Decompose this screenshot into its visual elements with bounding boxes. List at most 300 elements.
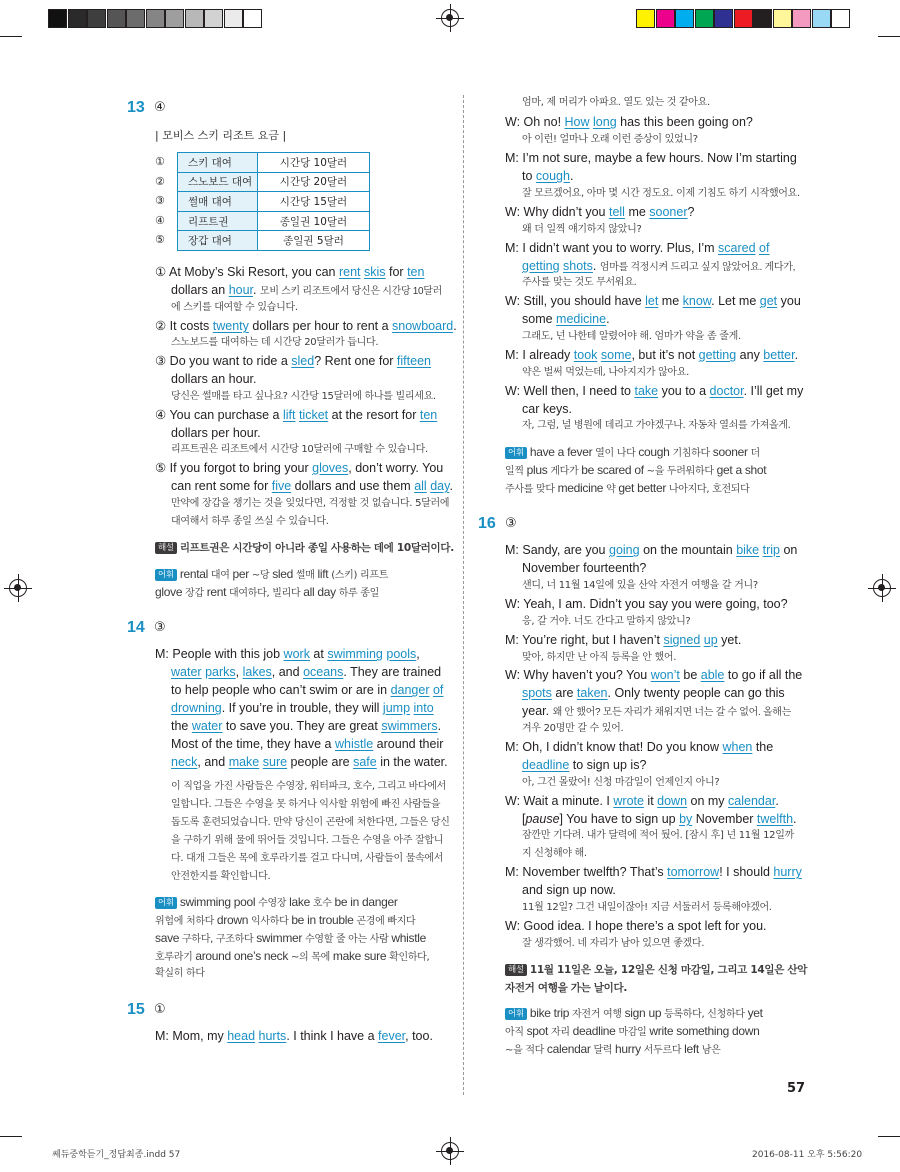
text-line xyxy=(171,495,449,513)
text-segment: 수영할 줄 아는 사람 xyxy=(302,934,392,945)
blank-answer: snowboard xyxy=(392,319,454,333)
text-segment: M: I’m not sure, maybe a few hours. Now I’m starting xyxy=(505,151,797,165)
color-swatch xyxy=(792,9,811,28)
text-line xyxy=(155,352,431,370)
text-segment: any xyxy=(736,348,764,362)
blank-answer: getting xyxy=(522,259,560,273)
blank-answer: swimming xyxy=(327,647,383,661)
text-segment: the xyxy=(171,719,192,733)
text-segment: . xyxy=(437,719,442,733)
text-segment: 리프트권은 리조트에서 시간당 10달러에 구매할 수 있습니다. xyxy=(171,444,428,455)
text-line xyxy=(155,539,454,558)
text-segment: 달력 xyxy=(590,1045,616,1056)
explanation-text: 11월 11일은 오늘, 12일은 신청 마감일, 그리고 14일은 산악 xyxy=(529,964,808,976)
text-segment: 곤경에 빠지다 xyxy=(353,916,416,927)
process-color-bar xyxy=(636,0,856,30)
text-segment: M: You’re right, but I haven’t xyxy=(505,633,664,647)
text-line xyxy=(171,370,256,388)
blank-answer: ticket xyxy=(298,408,329,422)
blank-answer: hour xyxy=(228,283,254,297)
blank-answer: long xyxy=(593,115,617,129)
text-line xyxy=(522,881,616,899)
text-line xyxy=(171,477,453,495)
text-segment: W: Yeah, I am. Didn’t you say you were going, too? xyxy=(505,597,788,611)
vocab-word: bike trip xyxy=(529,1006,570,1020)
blank-answer: when xyxy=(722,740,753,754)
blank-answer: gloves xyxy=(312,461,349,475)
text-line xyxy=(522,577,758,595)
choice-number: ④ xyxy=(155,214,165,227)
blank-answer: deadline xyxy=(522,758,570,772)
translation-text: 왜 안 했어? 모든 자리가 채워지면 너는 갈 수 없어. 올해는 xyxy=(552,707,792,718)
crop-mark xyxy=(878,36,900,37)
answer-choice: ③ xyxy=(154,620,166,635)
blank-answer: water xyxy=(171,665,202,679)
text-segment: to go if all the xyxy=(724,668,803,682)
text-segment: M: Sandy, are you xyxy=(505,543,609,557)
text-segment: M: I already xyxy=(505,348,574,362)
vocab-word: deadline xyxy=(572,1024,616,1038)
registration-mark-left xyxy=(9,579,27,597)
text-line xyxy=(522,310,610,328)
text-line xyxy=(171,778,446,796)
text-segment: and sign up now. xyxy=(522,883,616,897)
text-segment: 에 스키를 대여할 수 있습니다. xyxy=(171,302,298,313)
text-line xyxy=(505,792,779,810)
blank-answer: wrote xyxy=(613,794,644,808)
text-segment: 응, 갈 거야. 너도 간다고 말하지 않았니? xyxy=(522,616,691,627)
text-segment: . xyxy=(449,479,453,493)
text-line xyxy=(155,911,415,931)
vocab-word: yet xyxy=(747,1006,763,1020)
text-segment: ] You have to sign up xyxy=(559,812,680,826)
text-segment: W: Why haven’t you? You xyxy=(505,668,651,682)
price-cell: 종일권 10달러 xyxy=(258,211,370,231)
blank-answer: better xyxy=(763,348,795,362)
text-line xyxy=(522,774,719,792)
registration-mark-bottom xyxy=(441,1142,459,1160)
text-segment: car keys. xyxy=(522,402,573,416)
vocab-word: swimming pool xyxy=(179,895,256,909)
color-swatch xyxy=(695,9,714,28)
price-cell: 시간당 10달러 xyxy=(258,153,370,173)
text-segment: it xyxy=(643,794,658,808)
text-segment: 을 구하기 위해 물에 뛰어들 것입니다. 그들은 수영을 아주 잘합니 xyxy=(171,835,444,846)
vocab-word: around one’s neck xyxy=(195,949,289,963)
table-title: | 모비스 스키 리조트 요금 | xyxy=(155,129,287,142)
text-line xyxy=(522,131,698,149)
text-line xyxy=(505,479,750,499)
question-number: 15 xyxy=(127,1001,145,1018)
blank-answer: down xyxy=(657,794,688,808)
blank-answer: into xyxy=(413,701,434,715)
text-segment: 약 xyxy=(603,484,619,495)
text-segment: 대여하다, 빌리다 xyxy=(226,588,304,599)
text-line xyxy=(522,935,704,953)
blank-answer: tell xyxy=(608,205,625,219)
text-segment: people are xyxy=(287,755,354,769)
vocab-word: plus xyxy=(526,463,548,477)
vocab-word: be scared of xyxy=(581,463,644,477)
text-segment: 지 신청해야 해. xyxy=(522,848,587,859)
text-line xyxy=(522,720,623,738)
text-segment: , xyxy=(416,647,420,661)
table-row xyxy=(178,153,370,173)
blank-answer: day xyxy=(430,479,450,493)
text-segment: dollars per hour to rent a xyxy=(248,319,393,333)
vocab-word: left xyxy=(684,1042,699,1056)
text-line xyxy=(155,565,388,585)
color-swatch xyxy=(224,9,243,28)
answer-choice: ④ xyxy=(154,100,166,115)
color-swatch xyxy=(107,9,126,28)
explanation-text: 리프트권은 시간당이 아니라 종일 사용하는 데에 10달러이다. xyxy=(179,542,454,554)
vocab-word: lift xyxy=(317,567,329,581)
text-segment: the xyxy=(752,740,774,754)
text-line xyxy=(505,541,797,559)
text-segment: me xyxy=(624,205,650,219)
column-divider xyxy=(463,95,464,1095)
blank-answer: sled xyxy=(291,354,315,368)
text-segment: W: Still, you should have xyxy=(505,294,646,308)
crop-mark xyxy=(0,36,22,37)
text-segment: ④ You can purchase a xyxy=(155,408,283,422)
color-swatch xyxy=(734,9,753,28)
blank-answer: spots xyxy=(522,686,552,700)
blank-answer: lakes xyxy=(242,665,272,679)
color-swatch xyxy=(243,9,262,28)
table-row xyxy=(178,231,370,251)
color-swatch xyxy=(831,9,850,28)
blank-answer: parks xyxy=(205,665,236,679)
blank-answer: know xyxy=(682,294,712,308)
text-segment: 하루 종일 xyxy=(335,588,380,599)
text-segment: , and xyxy=(197,755,229,769)
stage-direction: pause xyxy=(525,812,560,826)
color-swatch xyxy=(48,9,67,28)
vocab-word: be in danger xyxy=(334,895,398,909)
text-line xyxy=(171,868,270,886)
text-segment: 구하다, 구조하다 xyxy=(179,934,257,945)
text-line xyxy=(522,328,741,346)
text-segment: November fourteenth? xyxy=(522,561,647,575)
fee-table xyxy=(177,152,370,251)
vocab-word: per xyxy=(232,567,249,581)
text-segment: 대여해서 하루 종일 쓰실 수 있습니다. xyxy=(171,516,329,527)
text-segment: 등록하다, 신청하다 xyxy=(661,1009,748,1020)
text-segment: 자리 xyxy=(548,1027,573,1038)
text-segment: M: Oh, I didn’t know that! Do you know xyxy=(505,740,723,754)
translation-text: 모비 스키 리조트에서 당신은 시간당 10달러 xyxy=(259,286,443,297)
text-segment: ? xyxy=(687,205,695,219)
vocab-word: write something down xyxy=(649,1024,760,1038)
table-row xyxy=(178,192,370,212)
text-segment: 수영장 xyxy=(255,898,290,909)
text-segment: to xyxy=(522,169,536,183)
explanation-tag: 해설 xyxy=(505,964,527,976)
vocab-word: swimmer xyxy=(256,931,303,945)
text-segment: dollars an hour. xyxy=(171,372,257,386)
blank-answer: all xyxy=(414,479,427,493)
text-segment: W: Good idea. I hope there’s a spot left for you. xyxy=(505,919,767,933)
text-line xyxy=(155,893,398,913)
text-line xyxy=(155,947,429,967)
text-segment: 당신은 썰매를 타고 싶나요? 시간당 15달러에 하나를 빌리세요. xyxy=(171,391,436,402)
blank-answer: fifteen xyxy=(396,354,431,368)
blank-answer: jump xyxy=(382,701,411,715)
text-segment: 주사를 맞는 것도 무서워요. xyxy=(522,277,637,288)
text-segment: . xyxy=(253,283,260,297)
blank-answer: hurry xyxy=(773,865,802,879)
text-segment: at xyxy=(309,647,328,661)
text-line xyxy=(155,317,457,335)
text-segment: 잘 생각했어. 네 자리가 남아 있으면 좋겠다. xyxy=(522,938,705,949)
text-segment: 열이 나다 xyxy=(592,448,639,459)
blank-answer: whistle xyxy=(334,737,374,751)
text-segment: . If you’re in trouble, they will xyxy=(221,701,383,715)
blank-answer: safe xyxy=(353,755,377,769)
text-line xyxy=(171,424,261,442)
table-row xyxy=(178,211,370,231)
text-segment: 겨우 20명만 갈 수 있어. xyxy=(522,723,624,734)
text-line xyxy=(171,717,441,735)
text-segment: to save you. They are great xyxy=(222,719,382,733)
vocab-word: be in trouble xyxy=(291,913,354,927)
text-line xyxy=(505,149,797,167)
color-swatch xyxy=(126,9,145,28)
blank-answer: won’t xyxy=(650,668,680,682)
vocab-word: cough xyxy=(638,445,670,459)
blank-answer: twelfth xyxy=(756,812,794,826)
text-segment: to help people who can’t swim or are in xyxy=(171,683,391,697)
blank-answer: ten xyxy=(419,408,438,422)
choice-number: ② xyxy=(155,175,165,188)
text-segment: 기침하다 xyxy=(669,448,713,459)
text-segment: . xyxy=(453,319,457,333)
vocab-word: sooner xyxy=(712,445,748,459)
blank-answer: bike xyxy=(736,543,760,557)
text-line xyxy=(171,441,428,459)
text-line xyxy=(522,274,636,292)
text-segment: 그래도, 넌 나한테 알렸어야 해. 엄마가 약을 좀 줄게. xyxy=(522,331,741,342)
text-segment: 대여 xyxy=(208,570,233,581)
text-line xyxy=(505,1004,763,1024)
text-segment: ① At Moby’s Ski Resort, you can xyxy=(155,265,339,279)
blank-answer: up xyxy=(703,633,718,647)
text-line xyxy=(522,167,573,185)
blank-answer: water xyxy=(191,719,223,733)
text-segment: 일찍 xyxy=(505,466,527,477)
blank-answer: taken xyxy=(576,686,608,700)
text-segment: you xyxy=(777,294,801,308)
text-segment: W: Well then, I need to xyxy=(505,384,635,398)
vocab-word: whistle xyxy=(391,931,426,945)
text-segment: you to a xyxy=(658,384,710,398)
text-segment: 이 직업을 가진 사람들은 수영장, 워터파크, 호수, 그리고 바다에서 xyxy=(171,781,447,792)
color-swatch xyxy=(714,9,733,28)
text-segment: . xyxy=(775,794,779,808)
text-segment: 남은 xyxy=(698,1045,721,1056)
footer-filename: 쎄듀중학듣기_정답최종.indd 57 xyxy=(52,1150,181,1160)
text-segment: 아, 그건 몰랐어! 신청 마감일이 언제인지 아니? xyxy=(522,777,720,788)
color-swatch xyxy=(675,9,694,28)
color-swatch xyxy=(773,9,792,28)
text-line xyxy=(505,738,773,756)
text-line xyxy=(522,559,646,577)
text-line xyxy=(505,1022,759,1042)
text-line xyxy=(505,595,788,613)
price-cell: 시간당 20달러 xyxy=(258,172,370,192)
price-cell: 시간당 15달러 xyxy=(258,192,370,212)
vocab-word: get a shot xyxy=(716,463,767,477)
vocab-word: drown xyxy=(216,913,249,927)
text-segment: November xyxy=(692,812,757,826)
text-line xyxy=(171,334,378,352)
color-swatch xyxy=(204,9,223,28)
text-line xyxy=(505,979,627,998)
vocab-word: hurry xyxy=(615,1042,641,1056)
text-line xyxy=(155,645,420,663)
text-segment: ~을 두려워하다 xyxy=(643,466,717,477)
text-segment: . Let me xyxy=(711,294,760,308)
vocab-word: rent xyxy=(206,585,227,599)
blank-answer: tomorrow xyxy=(667,865,720,879)
item-cell: 스노보드 대여 xyxy=(178,172,258,192)
text-segment: . xyxy=(793,812,797,826)
text-segment: ③ Do you want to ride a xyxy=(155,354,292,368)
text-line xyxy=(171,699,434,717)
text-segment: 게다가 xyxy=(547,466,582,477)
vocabulary-tag: 어휘 xyxy=(505,1008,527,1020)
crop-mark xyxy=(0,1136,22,1137)
blank-answer: by xyxy=(679,812,693,826)
blank-answer: make xyxy=(228,755,260,769)
text-segment: , but it’s not xyxy=(631,348,699,362)
choice-number: ⑤ xyxy=(155,233,165,246)
text-segment: 익사하다 xyxy=(248,916,292,927)
blank-answer: able xyxy=(700,668,725,682)
text-line xyxy=(505,917,767,935)
text-segment: dollars per hour. xyxy=(171,426,261,440)
blank-answer: oceans xyxy=(303,665,344,679)
text-line xyxy=(522,400,572,418)
text-line xyxy=(505,239,769,257)
blank-answer: going xyxy=(609,543,640,557)
text-segment: M: I didn’t want you to worry. Plus, I’m xyxy=(505,241,719,255)
gray-color-bar xyxy=(48,0,268,30)
text-line xyxy=(522,613,690,631)
text-segment: 일합니다. 그들은 수영을 못 하거나 익사할 위험에 빠진 사람들을 xyxy=(171,799,441,810)
translation-text: 엄마를 걱정시켜 드리고 싶지 않았어요. 게다가, xyxy=(599,262,796,273)
text-line xyxy=(522,94,710,112)
text-line xyxy=(155,583,379,603)
footer-timestamp: 2016-08-11 오후 5:56:20 xyxy=(752,1150,863,1160)
text-line xyxy=(505,961,807,980)
blank-answer: trip xyxy=(762,543,780,557)
item-cell: 리프트권 xyxy=(178,211,258,231)
vocab-word: all day xyxy=(303,585,336,599)
vocab-word: save xyxy=(155,931,180,945)
blank-answer: calendar xyxy=(728,794,776,808)
text-segment: dollars and use them xyxy=(291,479,415,493)
text-line xyxy=(155,929,426,949)
text-segment: 안전한지를 확인합니다. xyxy=(171,871,271,882)
vocab-word: sled xyxy=(272,567,294,581)
text-segment: W: Wait a minute. I xyxy=(505,794,614,808)
text-line xyxy=(171,753,448,771)
text-segment: year. xyxy=(522,704,553,718)
blank-answer: scared xyxy=(718,241,756,255)
text-segment: , don’t worry. You xyxy=(348,461,444,475)
blank-answer: getting xyxy=(698,348,737,362)
blank-answer: get xyxy=(759,294,778,308)
text-segment: ! I should xyxy=(719,865,774,879)
text-segment: are xyxy=(551,686,577,700)
text-segment: at the resort for xyxy=(328,408,420,422)
text-segment: M: People with this job xyxy=(155,647,284,661)
text-segment: 아직 xyxy=(505,1027,527,1038)
blank-answer: some xyxy=(600,348,632,362)
text-line xyxy=(155,406,437,424)
text-segment: 아 이런! 얼마나 오래 이런 증상이 있었니? xyxy=(522,134,698,145)
vocab-word: have a fever xyxy=(529,445,593,459)
text-segment: 주사를 맞다 xyxy=(505,484,558,495)
text-line xyxy=(522,756,646,774)
color-swatch xyxy=(636,9,655,28)
text-segment: has this been going on? xyxy=(616,115,753,129)
blank-answer: drowning xyxy=(171,701,222,715)
registration-mark-right xyxy=(873,579,891,597)
text-line xyxy=(505,631,741,649)
text-segment: 다. 대개 그들은 목에 호루라기를 걸고 다니며, 사람들이 물속에서 xyxy=(171,853,444,864)
text-line xyxy=(505,461,766,481)
text-line xyxy=(505,203,694,221)
text-segment: 확실히 하다 xyxy=(155,968,205,979)
text-line xyxy=(171,513,329,531)
text-line xyxy=(522,827,794,845)
text-segment: . I’ll get my xyxy=(743,384,804,398)
text-line xyxy=(522,649,676,667)
text-line xyxy=(171,681,443,699)
vocab-word: get better xyxy=(618,481,667,495)
text-segment: 약은 벌써 먹었는데, 나아지지가 않아요. xyxy=(522,367,690,378)
text-segment: 나아지다, 호전되다 xyxy=(666,484,750,495)
text-segment: 자전거 여행 xyxy=(569,1009,625,1020)
blank-answer: of xyxy=(759,241,770,255)
text-line xyxy=(155,459,443,477)
blank-answer: of xyxy=(432,683,444,697)
text-segment: 스노보드를 대여하는 데 시간당 20달러가 듭니다. xyxy=(171,337,379,348)
text-line xyxy=(155,965,205,983)
text-segment: (스키) 리프트 xyxy=(328,570,389,581)
text-segment: can rent some for xyxy=(171,479,272,493)
color-swatch xyxy=(68,9,87,28)
price-cell: 종일권 5달러 xyxy=(258,231,370,251)
text-line xyxy=(505,1040,721,1060)
question-number: 14 xyxy=(127,619,145,636)
text-segment: 왜 더 일찍 얘기하지 않았니? xyxy=(522,224,642,235)
text-segment: 위험에 처하다 xyxy=(155,916,217,927)
text-segment: me xyxy=(658,294,683,308)
explanation-tag: 해설 xyxy=(155,542,177,554)
text-line xyxy=(171,735,443,753)
text-line xyxy=(171,388,436,406)
text-segment: be xyxy=(679,668,701,682)
page-number: 57 xyxy=(787,1081,806,1096)
registration-mark-top xyxy=(441,9,459,27)
text-segment: yet. xyxy=(717,633,742,647)
text-line xyxy=(171,281,442,301)
